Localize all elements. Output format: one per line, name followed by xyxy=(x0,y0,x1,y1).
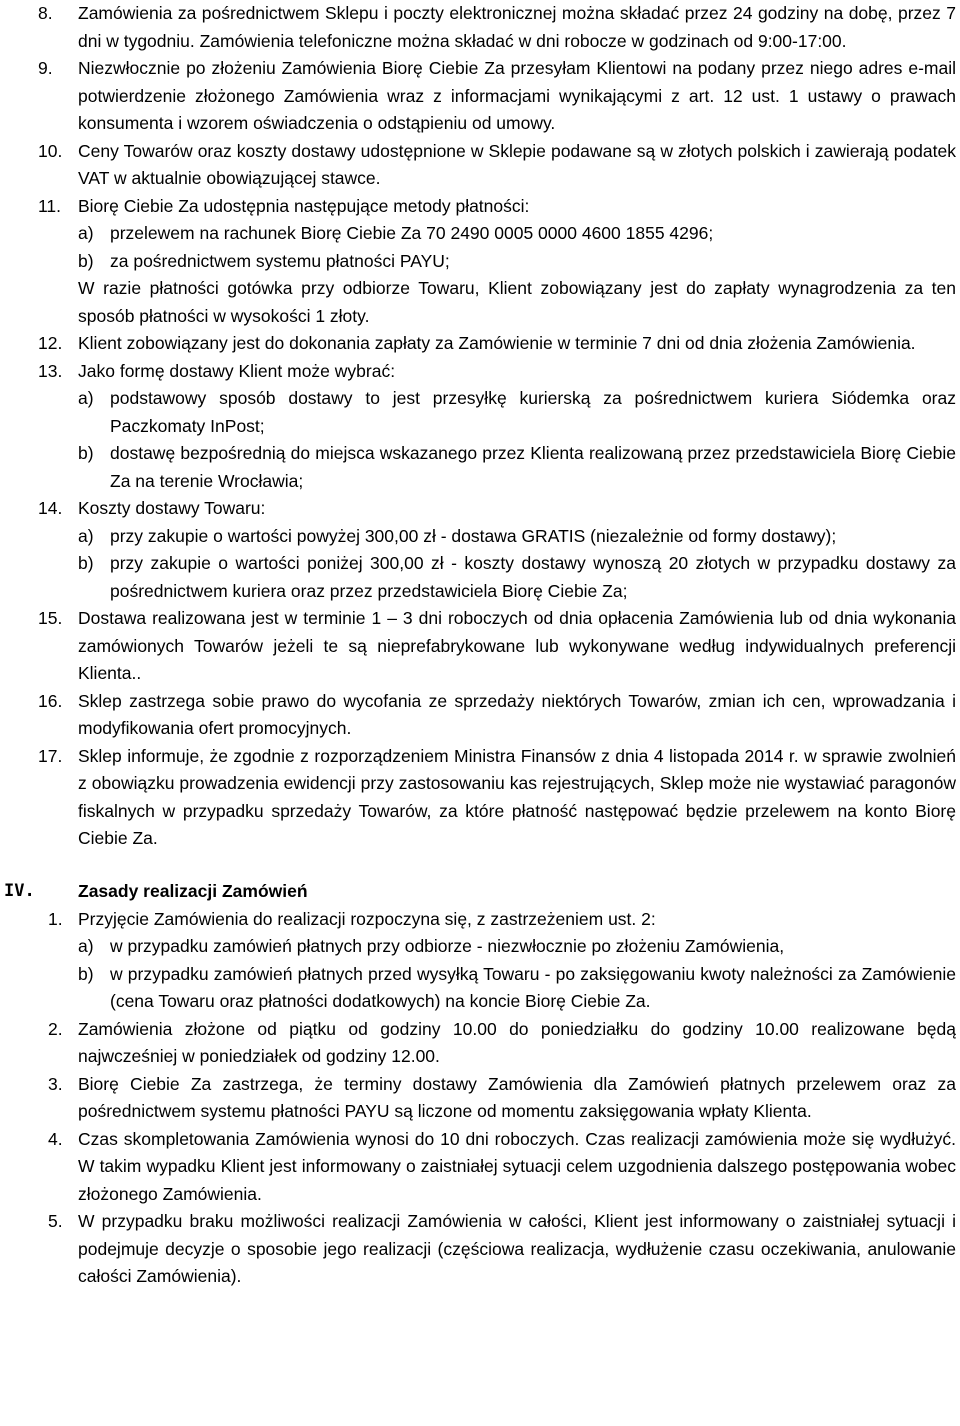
item-text: W przypadku braku możliwości realizacji Zamówienia w całości, Klient jest informowany o zaistniałej sytuacji i podejmuje decyzje o sposobie jego realizacji (częściowa realizacja, wydłużenie czasu oczekiwania, anulowanie całości Zamówienia). xyxy=(78,1211,956,1286)
sub-item-text: przy zakupie o wartości poniżej 300,00 zł - koszty dostawy wynoszą 20 złotych w przypadku dostawy za pośrednictwem kuriera oraz przez przedstawiciela Biorę Ciebie Za; xyxy=(110,553,956,601)
item-text: Biorę Ciebie Za udostępnia następujące metody płatności: xyxy=(78,195,530,216)
list-item xyxy=(0,743,960,853)
item-text: Zamówienia za pośrednictwem Sklepu i poczty elektronicznej można składać przez 24 godziny na dobę, przez 7 dni w tygodniu. Zamówienia telefoniczne można składać w dni robocze w godzinach od 9:00-17:00. xyxy=(78,3,956,51)
sub-item xyxy=(78,550,956,605)
item-number: 4. xyxy=(48,1128,63,1149)
sub-item-label: a) xyxy=(78,525,94,546)
list-item-payment-methods xyxy=(0,193,960,221)
item-text: Klient zobowiązany jest do dokonania zapłaty za Zamówienie w terminie 7 dni od dnia złożenia Zamówienia. xyxy=(78,333,916,353)
item-number: 5. xyxy=(48,1211,63,1231)
list-item xyxy=(0,55,960,138)
item-text: Dostawa realizowana jest w terminie 1 – 3 dni roboczych od dnia opłacenia Zamówienia lub od dnia wykonania zamówionych Towarów jeżeli te są nieprefabrykowane lub wykonywane według indywidualnych preferencji Klienta.. xyxy=(78,608,956,683)
sub-item-text: za pośrednictwem systemu płatności PAYU; xyxy=(110,250,450,271)
sub-item-text: w przypadku zamówień płatnych przed wysyłką Towaru - po zaksięgowaniu kwoty należności za Zamówienie (cena Towaru oraz płatności dodatkowych) na koncie Biorę Ciebie Za. xyxy=(110,963,956,1011)
item-text: Niezwłocznie po złożeniu Zamówienia Biorę Ciebie Za przesyłam Klientowi na podany przez niego adres e-mail potwierdzenie złożonego Zamówienia wraz z informacjami wynikającymi z art. 12 ust. 1 ustawy o prawach konsumenta i wzorem oświadczenia o odstąpieniu od umowy. xyxy=(78,58,956,133)
sub-item xyxy=(78,248,956,276)
item-number: 17. xyxy=(38,745,63,766)
list-item xyxy=(0,1208,960,1291)
item-text: Przyjęcie Zamówienia do realizacji rozpoczyna się, z zastrzeżeniem ust. 2: xyxy=(78,908,656,929)
list-item xyxy=(0,1071,960,1126)
item-number: 16. xyxy=(38,690,63,711)
sub-item-text: przelewem na rachunek Biorę Ciebie Za 70 2490 0005 0000 4600 1855 4296; xyxy=(110,223,714,243)
sub-item-text: podstawowy sposób dostawy to jest przesyłkę kurierską za pośrednictwem kuriera Siódemka oraz Paczkomaty InPost; xyxy=(110,388,956,436)
list-item xyxy=(0,906,960,934)
sub-item xyxy=(78,220,956,248)
section-heading xyxy=(0,878,960,906)
item-text: Sklep zastrzega sobie prawo do wycofania ze sprzedaży niektórych Towarów, zmian ich cen, wprowadzania i modyfikowania ofert promocyjnych. xyxy=(78,690,956,738)
sub-item-label: b) xyxy=(78,250,94,271)
list-item xyxy=(0,138,960,193)
sub-item-label: a) xyxy=(78,936,94,956)
list-item xyxy=(0,0,960,55)
item-text: Czas skompletowania Zamówienia wynosi do 10 dni roboczych. Czas realizacji zamówienia może się wydłużyć. W takim wypadku Klient jest informowany o zaistniałej sytuacji celem uzgodnienia dalszego postępowania wobec złożonego Zamówienia. xyxy=(78,1128,956,1204)
payment-note: W razie płatności gotówka przy odbiorze Towaru, Klient zobowiązany jest do zapłaty wynagrodzenia za ten sposób płatności w wysokości 1 złoty. xyxy=(78,278,956,326)
list-item-delivery-costs xyxy=(0,495,960,523)
sub-item xyxy=(78,385,956,440)
item-number: 9. xyxy=(38,58,53,78)
item-text: Koszty dostawy Towaru: xyxy=(78,498,266,518)
sub-item xyxy=(78,933,956,961)
item-text: Zamówienia złożone od piątku od godziny 10.00 do poniedziałku do godziny 10.00 realizowane będą najwcześniej w poniedziałek od godziny 12.00. xyxy=(78,1018,956,1066)
item-text: Jako formę dostawy Klient może wybrać: xyxy=(78,360,396,381)
sub-item-text: w przypadku zamówień płatnych przy odbiorze - niezwłocznie po złożeniu Zamówienia, xyxy=(110,936,785,956)
item-number: 11. xyxy=(38,195,62,216)
item-number: 3. xyxy=(48,1073,63,1094)
item-number: 12. xyxy=(38,333,63,353)
section-number: IV. xyxy=(4,880,35,901)
sub-item-label: a) xyxy=(78,223,94,243)
sub-item-text: przy zakupie o wartości powyżej 300,00 zł - dostawa GRATIS (niezależnie od formy dostawy); xyxy=(110,525,837,546)
list-item xyxy=(0,1126,960,1209)
list-item-delivery-forms xyxy=(0,358,960,386)
sub-item-label: b) xyxy=(78,553,94,573)
list-item xyxy=(0,330,960,358)
item-text: Sklep informuje, że zgodnie z rozporządzeniem Ministra Finansów z dnia 4 listopada 2014 r. w sprawie zwolnień z obowiązku prowadzenia ewidencji przy zastosowaniu kas rejestrujących, Sklep może nie wystawiać paragonów fiskalnych w przypadku sprzedaży Towarów, za które płatność następować będzie przelewem na konto Biorę Ciebie Za. xyxy=(78,745,956,848)
sub-item xyxy=(78,440,956,495)
item-number: 2. xyxy=(48,1018,63,1039)
list-item xyxy=(0,1016,960,1071)
sub-item xyxy=(78,961,956,1016)
sub-item-label: a) xyxy=(78,388,94,408)
sub-item-text: dostawę bezpośrednią do miejsca wskazanego przez Klienta realizowaną przez przedstawiciela Biorę Ciebie Za na terenie Wrocławia; xyxy=(110,443,956,491)
item-number: 8. xyxy=(38,3,53,23)
item-text: Ceny Towarów oraz koszty dostawy udostępnione w Sklepie podawane są w złotych polskich i zawierają podatek VAT w aktualnie obowiązującej stawce. xyxy=(78,140,956,188)
item-number: 1. xyxy=(48,908,63,929)
list-item xyxy=(0,605,960,688)
item-text: Biorę Ciebie Za zastrzega, że terminy dostawy Zamówienia dla Zamówień płatnych przelewem oraz za pośrednictwem systemu płatności PAYU są liczone od momentu zaksięgowania wpłaty Klienta. xyxy=(78,1073,956,1121)
item-number: 15. xyxy=(38,608,63,628)
sub-item xyxy=(78,523,956,551)
item-number: 10. xyxy=(38,140,63,161)
list-item xyxy=(0,688,960,743)
item-number: 14. xyxy=(38,498,63,518)
item-number: 13. xyxy=(38,360,63,381)
sub-item-label: b) xyxy=(78,443,94,463)
sub-item-label: b) xyxy=(78,963,94,984)
section-title: Zasady realizacji Zamówień xyxy=(78,880,308,901)
